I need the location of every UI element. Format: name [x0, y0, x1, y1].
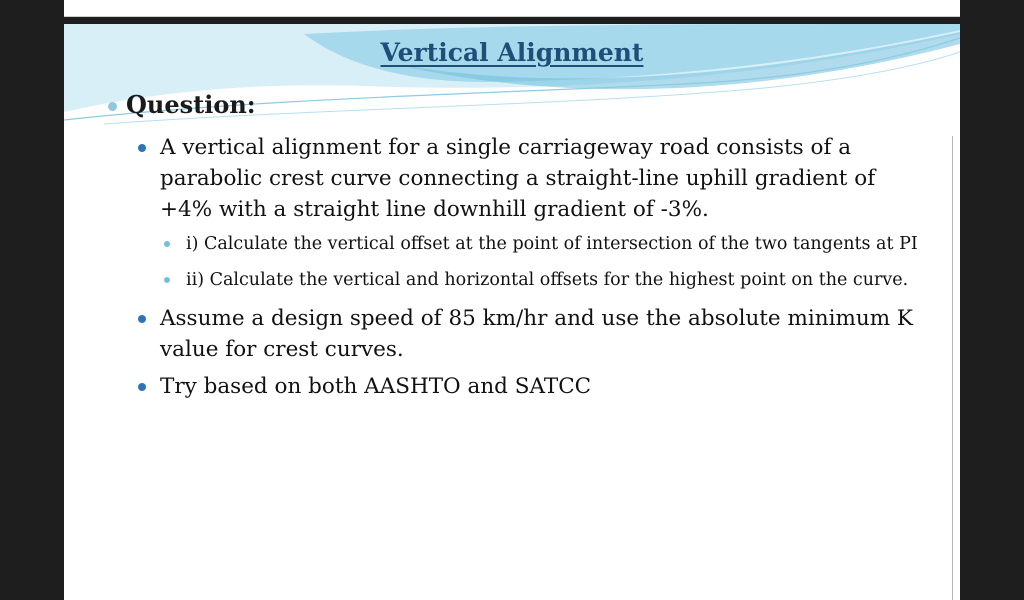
bullet-dot-icon [138, 383, 146, 391]
question-bullet-list [136, 132, 926, 408]
bullet-item [136, 371, 926, 402]
question-heading: Question: [126, 90, 256, 119]
slide-title: Vertical Alignment [380, 38, 644, 67]
previous-slide-edge[interactable] [64, 0, 960, 17]
sub-bullet-item [160, 267, 926, 293]
sub-bullet-dot-icon [164, 277, 170, 283]
sub-bullet-dot-icon [164, 241, 170, 247]
bullet-item [136, 132, 926, 293]
sub-bullet-item [160, 231, 926, 257]
bullet-text: Try based on both AASHTO and SATCC [160, 374, 592, 399]
question-bullet-icon [108, 102, 117, 111]
bullet-dot-icon [138, 315, 146, 323]
sub-bullet-list [160, 231, 926, 293]
bullet-text: Assume a design speed of 85 km/hr and use the absolute minimum K value for crest curves. [160, 306, 913, 362]
bullet-item [136, 303, 926, 365]
sub-bullet-text: ii) Calculate the vertical and horizontal offsets for the highest point on the curve. [186, 270, 909, 290]
slide [64, 24, 960, 600]
sub-bullet-text: i) Calculate the vertical offset at the point of intersection of the two tangents at PI [186, 234, 918, 254]
bullet-text: A vertical alignment for a single carriageway road consists of a parabolic crest curve connecting a straight-line uphill gradient of +4% with a straight line downhill gradient of -3%. [160, 135, 876, 222]
slide-right-border [952, 136, 953, 600]
bullet-dot-icon [138, 144, 146, 152]
